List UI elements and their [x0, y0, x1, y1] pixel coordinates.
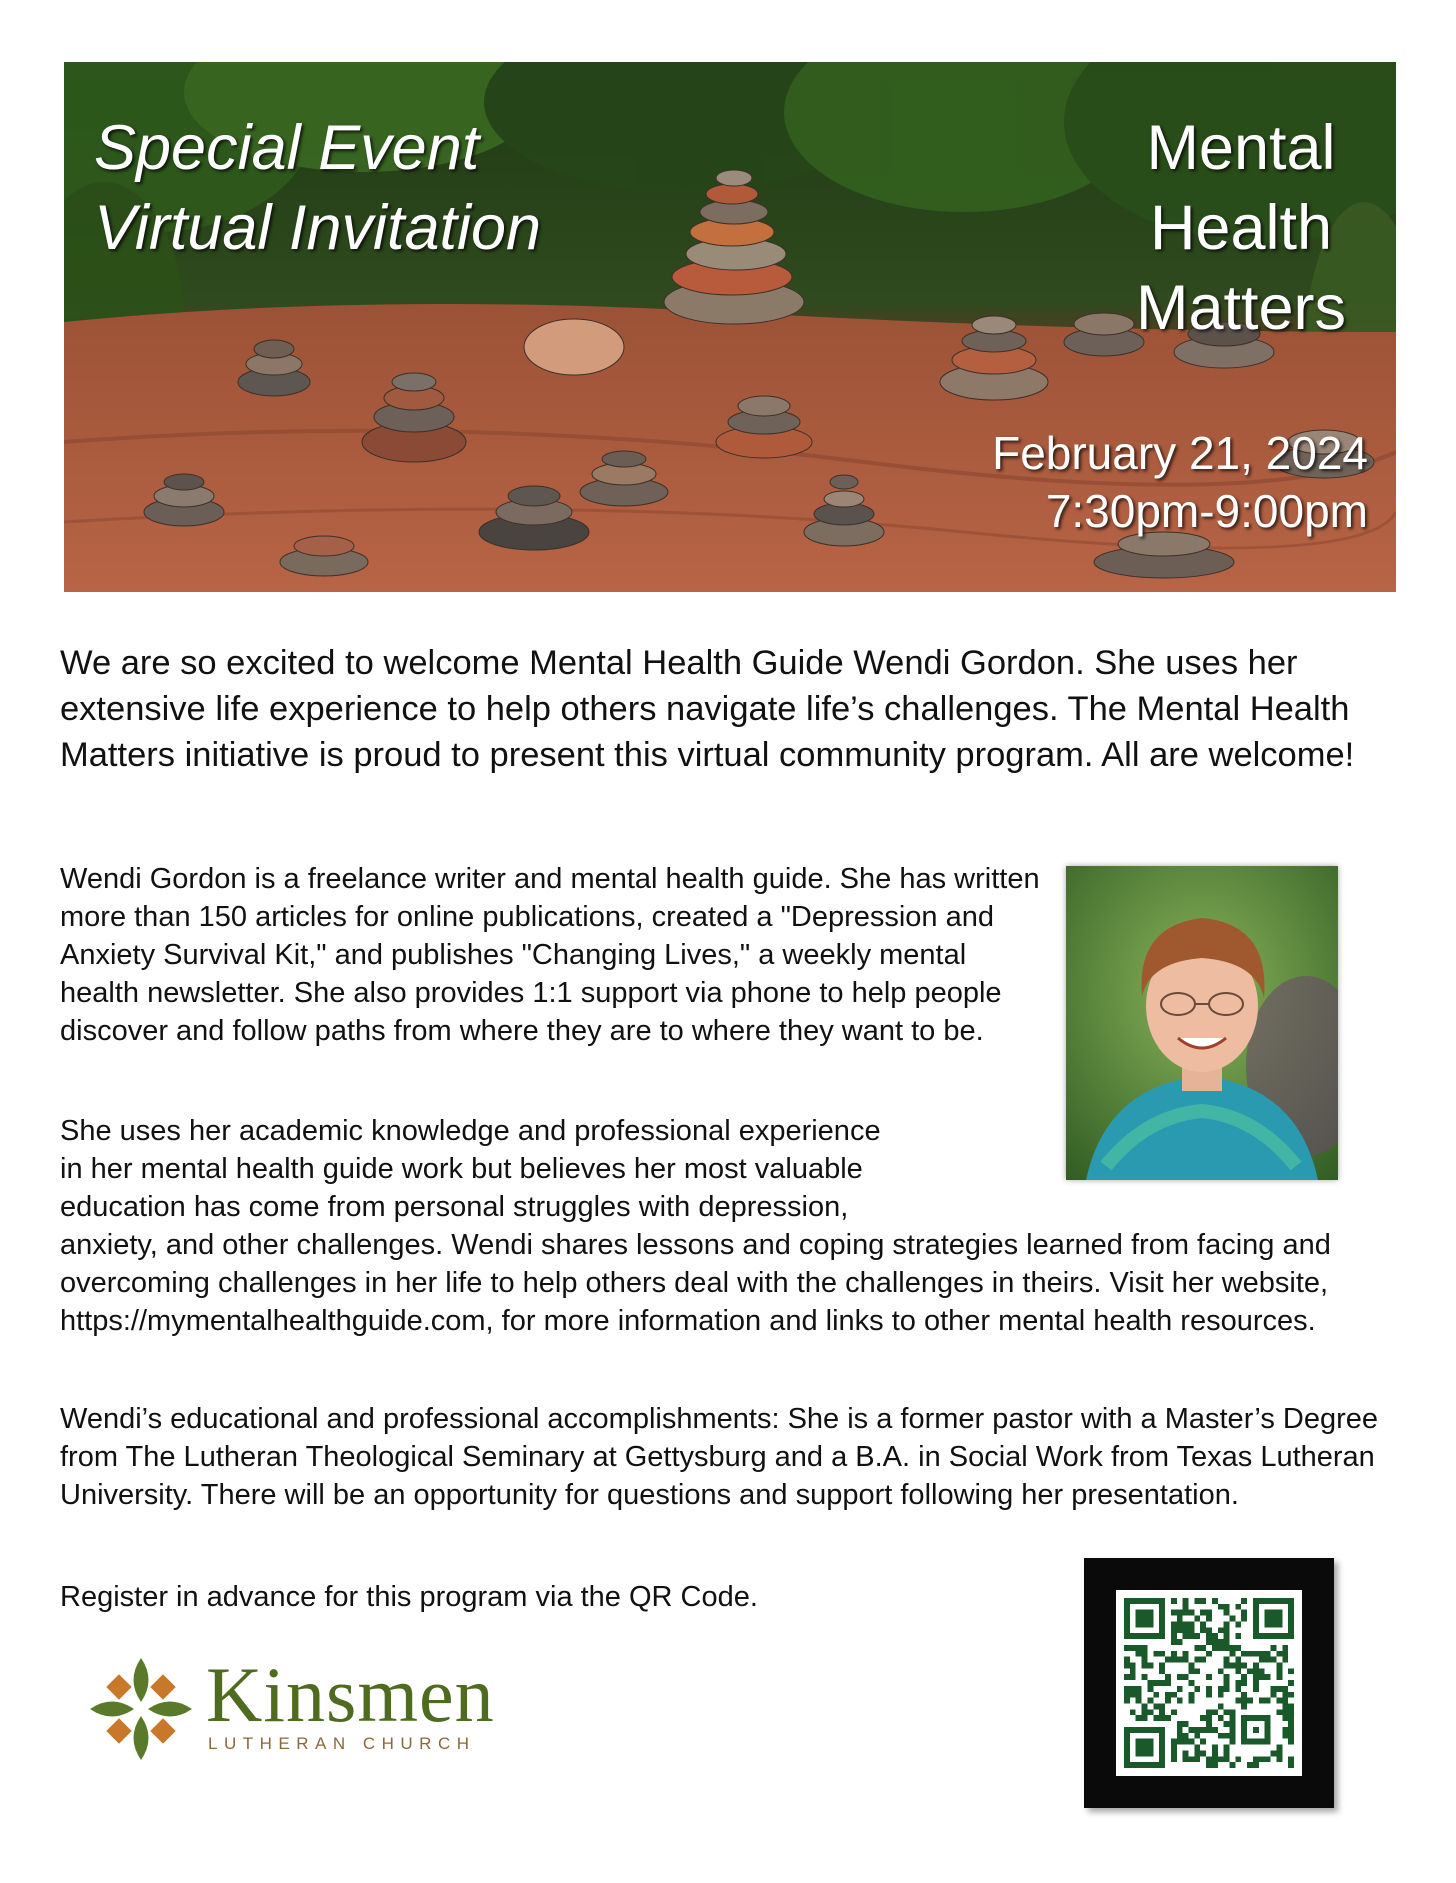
series-title-line3: Matters [1135, 273, 1347, 343]
register-instructions: Register in advance for this program via the QR Code. [60, 1581, 758, 1613]
event-label-line1: Special Event [94, 113, 480, 183]
bio-paragraph-2-line3: education has come from personal struggles with depression, [60, 1191, 849, 1223]
event-date: February 21, 2024 [992, 427, 1368, 479]
church-logo [82, 1650, 502, 1770]
series-title-line1: Mental [1146, 113, 1336, 183]
hero-banner [64, 62, 1396, 592]
qr-code-icon [1124, 1598, 1294, 1768]
bio-paragraph-2 [60, 1112, 1380, 1340]
bio-paragraph-3: Wendi’s educational and professional accomplishments: She is a former pastor with a Master’s Degree from The Lutheran Theological Seminary at Gettysburg and a B.A. in Social Work from Texas Lutheran University. There will be an opportunity for questions and support following her presentation. [60, 1403, 1379, 1511]
bio-paragraph-2-line1: She uses her academic knowledge and professional experience [60, 1115, 881, 1147]
bio-paragraph-1: Wendi Gordon is a freelance writer and mental health guide. She has written more than 150 articles for online publications, created a "Depression and Anxiety Survival Kit," and publishes "Changing Lives," a weekly mental health newsletter. She also provides 1:1 support via phone to help people discover and follow paths from where they are to where they want to be. [60, 863, 1040, 1047]
bio-paragraph-2-rest: anxiety, and other challenges. Wendi shares lessons and coping strategies learned from facing and overcoming challenges in her life to help others deal with the challenges in theirs. Visit her website, https://mymentalhealthguide.com, for more information and links to other mental health resources. [60, 1229, 1331, 1337]
intro-paragraph: We are so excited to welcome Mental Health Guide Wendi Gordon. She uses her extensive life experience to help others navigate life’s challenges. The Mental Health Matters initiative is proud to present this virtual community program. All are welcome! [60, 644, 1355, 774]
event-date-time [992, 424, 1368, 540]
bio-paragraph-2-line2: in her mental health guide work but believes her most valuable [60, 1153, 863, 1185]
series-title [1116, 108, 1366, 348]
event-label [94, 108, 541, 268]
registration-qr-code[interactable] [1084, 1558, 1334, 1808]
series-title-line2: Health [1149, 193, 1333, 263]
church-subtitle: LUTHERAN CHURCH [208, 1734, 476, 1753]
church-name: Kinsmen [206, 1651, 495, 1738]
cross-flower-icon [82, 1650, 200, 1768]
event-time: 7:30pm-9:00pm [1045, 485, 1368, 537]
event-label-line2: Virtual Invitation [94, 193, 542, 263]
qr-code-area [1116, 1590, 1302, 1776]
